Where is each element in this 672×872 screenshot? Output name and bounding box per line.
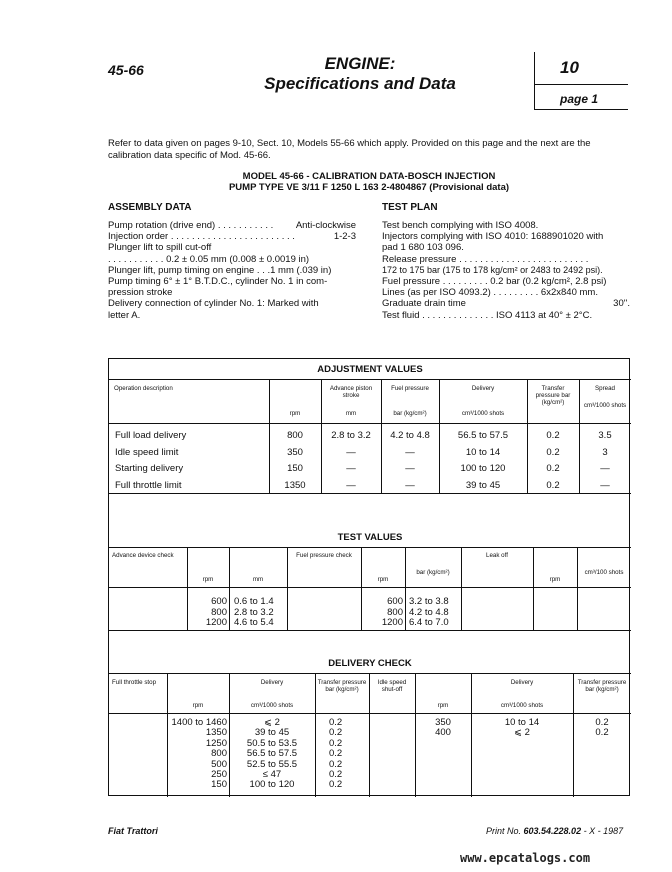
- tv-fuel-bar: 6.4 to 7.0: [409, 617, 449, 628]
- release-pressure-label: Release pressure . . . . . . . . . . . . . . . . . . . . . . . . .: [382, 253, 589, 265]
- dc-full-transfer: 0.2: [329, 727, 343, 739]
- adj-delivery: 100 to 120: [460, 463, 506, 474]
- adj-rpm: 1350: [284, 479, 306, 491]
- dc-full-transfer: 0.2: [329, 758, 343, 770]
- dc-full-transfer: 0.2: [329, 737, 343, 749]
- pump-timing-1: Pump timing 6° ± 1° B.T.D.C., cylinder No. 1 in com-: [108, 276, 328, 288]
- dc-u-rpm-2: rpm: [437, 702, 449, 709]
- dc-full-delivery: ≤ 47: [262, 769, 282, 780]
- adj-h-transfer: Transfer pressure bar (kg/cm²): [535, 385, 571, 406]
- dc-full-rpm: 800: [211, 748, 227, 760]
- header-code: 45-66: [108, 62, 144, 78]
- dc-full-delivery: 50.5 to 53.5: [246, 737, 298, 749]
- adj-u-spread: cm³/1000 shots: [583, 402, 627, 409]
- dc-h-full: Full throttle stop: [112, 679, 157, 686]
- tv-vline: [229, 547, 230, 630]
- page-label: page 1: [560, 92, 599, 106]
- tv-h-fuel: Fuel pressure check: [296, 552, 352, 559]
- assembly-data-section: [108, 202, 356, 321]
- dc-h-idle: Idle speed shut-off: [377, 679, 407, 693]
- adj-rule-top: [109, 379, 631, 380]
- adj-u-bar: bar (kg/cm²): [393, 410, 427, 417]
- pump-rotation: [108, 220, 356, 231]
- adj-spread: —: [600, 479, 610, 491]
- dc-vline: [315, 673, 316, 797]
- dc-full-rpm: 1400 to 1460: [171, 717, 227, 728]
- adj-transfer: 0.2: [546, 446, 560, 458]
- drain-time-label: Graduate drain time: [382, 298, 466, 310]
- delivery-connection-1: Delivery connection of cylinder No. 1: Marked with: [108, 298, 319, 310]
- adj-spread: —: [600, 463, 610, 474]
- delivery-connection-2: letter A.: [108, 309, 141, 321]
- adjustment-title: ADJUSTMENT VALUES: [317, 364, 423, 375]
- dc-full-rpm: 500: [211, 758, 227, 770]
- tv-rule-bottom: [109, 630, 631, 631]
- adj-advance: —: [346, 463, 356, 474]
- dc-full-delivery: 39 to 45: [254, 727, 290, 739]
- adj-fuel: 4.2 to 4.8: [390, 430, 430, 441]
- tv-h-leak: Leak off: [486, 552, 508, 559]
- dc-full-transfer: 0.2: [329, 779, 343, 791]
- adj-h-advance: Advance piston stroke: [329, 385, 373, 399]
- plunger-lift-timing: Plunger lift, pump timing on engine . . .1 mm (.039 in): [108, 264, 332, 276]
- calibration-table: [108, 358, 630, 796]
- tv-vline: [533, 547, 534, 630]
- intro-paragraph: Refer to data given on pages 9-10, Sect. 10, Models 55-66 which apply. Provided on this page and the next are the calibration data specific of Mod. 45-66.: [108, 138, 591, 161]
- adj-h-operation: Operation description: [114, 385, 173, 392]
- section-number: 10: [560, 58, 579, 77]
- adj-advance: —: [346, 446, 356, 458]
- dc-full-rpm: 150: [211, 779, 227, 791]
- test-bench: Test bench complying with ISO 4008.: [382, 220, 539, 231]
- dc-idle-rpm: 350: [435, 717, 451, 728]
- tv-vline: [287, 547, 288, 630]
- tv-u-rpm-2: rpm: [377, 576, 389, 583]
- header-rule: [534, 84, 628, 85]
- model-heading: [108, 171, 630, 193]
- adj-operation: Starting delivery: [115, 463, 184, 474]
- dc-full-rpm: 250: [211, 769, 227, 780]
- adj-fuel: —: [405, 479, 415, 491]
- dc-full-transfer: 0.2: [329, 717, 343, 728]
- adj-delivery: 39 to 45: [465, 479, 501, 491]
- injection-order-label: Injection order . . . . . . . . . . . . . . . . . . . . . . . .: [108, 231, 295, 243]
- dc-full-rpm: 1250: [205, 737, 227, 749]
- tv-h-advance: Advance device check: [112, 552, 174, 559]
- injection-order-value: 1-2-3: [333, 231, 356, 243]
- adj-spread: 3: [602, 446, 608, 458]
- adj-spread: 3.5: [598, 430, 612, 441]
- assembly-heading: ASSEMBLY DATA: [108, 202, 192, 213]
- adj-u-mm: mm: [345, 410, 357, 417]
- footer-company: Fiat Trattori: [108, 826, 158, 836]
- dc-h-transfer-1: Transfer pressure bar (kg/cm²): [317, 679, 367, 693]
- adj-operation: Full throttle limit: [115, 479, 182, 491]
- adj-delivery: 56.5 to 57.5: [457, 430, 509, 441]
- adj-transfer: 0.2: [546, 463, 560, 474]
- tv-vline: [461, 547, 462, 630]
- tv-adv-rpm: 800: [211, 606, 227, 618]
- dc-full-delivery: ⩽ 2: [264, 717, 280, 728]
- adj-operation: Full load delivery: [115, 430, 187, 441]
- dc-full-transfer: 0.2: [329, 748, 343, 760]
- dc-idle-transfer: 0.2: [595, 727, 609, 739]
- test-fluid: Test fluid . . . . . . . . . . . . . . ISO 4113 at 40° ± 2°C.: [382, 309, 593, 321]
- adj-advance: —: [346, 479, 356, 491]
- lines-spec: Lines (as per ISO 4093.2) . . . . . . . . . 6x2x840 mm.: [382, 287, 598, 299]
- adj-advance: 2.8 to 3.2: [331, 430, 371, 441]
- tv-u-rpm-3: rpm: [549, 576, 561, 583]
- dc-full-transfer: 0.2: [329, 769, 343, 780]
- tv-fuel-rpm: 600: [387, 596, 403, 607]
- adj-u-delivery: cm³/1000 shots: [461, 410, 505, 417]
- dc-h-delivery-2: Delivery: [510, 679, 534, 686]
- delivery-check-title: DELIVERY CHECK: [328, 658, 412, 669]
- tv-adv-mm: 4.6 to 5.4: [234, 617, 274, 628]
- print-no-number: 603.54.228.02: [523, 826, 582, 836]
- fuel-pressure: Fuel pressure . . . . . . . . . 0.2 bar (0.2 kg/cm², 2.8 psi): [382, 276, 607, 288]
- pump-timing-2: pression stroke: [108, 287, 173, 299]
- dc-u-delivery-1: cm³/1000 shots: [250, 702, 294, 709]
- tv-fuel-rpm: 800: [387, 606, 403, 618]
- dc-h-delivery-1: Delivery: [260, 679, 284, 686]
- tv-u-rpm-1: rpm: [202, 576, 214, 583]
- tv-vline: [405, 547, 406, 630]
- test-plan-section: [382, 202, 630, 321]
- tv-u-bar: bar (kg/cm²): [416, 569, 450, 576]
- tv-fuel-bar: 3.2 to 3.8: [409, 596, 449, 607]
- header-rule-bottom: [534, 109, 628, 110]
- test-plan-heading: TEST PLAN: [382, 202, 438, 213]
- dc-idle-delivery: ⩽ 2: [514, 727, 530, 739]
- dc-u-rpm-1: rpm: [192, 702, 204, 709]
- dc-u-delivery-2: cm³/1000 shots: [500, 702, 544, 709]
- tv-fuel-bar: 4.2 to 4.8: [409, 606, 449, 618]
- tv-adv-rpm: 600: [211, 596, 227, 607]
- adj-operation: Idle speed limit: [115, 446, 179, 458]
- adj-transfer: 0.2: [546, 479, 560, 491]
- tv-u-mm: mm: [252, 576, 264, 583]
- adj-fuel: —: [405, 463, 415, 474]
- dc-full-delivery: 56.5 to 57.5: [246, 748, 298, 760]
- dc-full-delivery: 52.5 to 55.5: [246, 758, 298, 770]
- dc-idle-transfer: 0.2: [595, 717, 609, 728]
- adj-rpm: 350: [287, 446, 303, 458]
- dc-rule-top: [109, 673, 631, 674]
- dc-rule-header: [109, 713, 631, 714]
- dc-vline: [369, 673, 370, 797]
- injectors-2: pad 1 680 103 096.: [382, 242, 464, 254]
- release-pressure-value: 172 to 175 bar (175 to 178 kg/cm² or 2483 to 2492 psi).: [382, 264, 603, 275]
- dc-h-transfer-2: Transfer pressure bar (kg/cm²): [577, 679, 627, 693]
- print-no-suffix: - X - 1987: [581, 826, 624, 836]
- title-line-1: ENGINE:: [324, 54, 396, 73]
- adj-h-delivery: Delivery: [471, 385, 495, 392]
- adj-rpm: 150: [287, 463, 303, 474]
- page-title: [230, 54, 490, 94]
- adj-transfer: 0.2: [546, 430, 560, 441]
- tv-u-cm: cm³/100 shots: [584, 569, 624, 576]
- dc-idle-rpm: 400: [435, 727, 451, 739]
- print-no-prefix: Print No.: [486, 826, 524, 836]
- pump-rotation-label: Pump rotation (drive end) . . . . . . . . . . .: [108, 220, 274, 231]
- model-line-1: MODEL 45-66 - CALIBRATION DATA-BOSCH INJECTION: [242, 171, 496, 182]
- injection-order: [108, 231, 356, 242]
- header-divider: [534, 52, 535, 110]
- adj-fuel: —: [405, 446, 415, 458]
- test-values-title: TEST VALUES: [337, 532, 403, 543]
- adj-rpm: 800: [287, 430, 303, 441]
- plunger-lift-value: . . . . . . . . . . . 0.2 ± 0.05 mm (0.008 ± 0.0019 in): [108, 253, 310, 265]
- tv-adv-mm: 0.6 to 1.4: [234, 596, 274, 607]
- pump-rotation-value: Anti-clockwise: [295, 220, 356, 231]
- title-line-2: Specifications and Data: [264, 74, 456, 93]
- tv-adv-rpm: 1200: [205, 617, 227, 628]
- adj-h-spread: Spread: [595, 385, 615, 392]
- adj-rule-bottom: [109, 493, 631, 494]
- injectors-1: Injectors complying with ISO 4010: 1688901020 with: [382, 231, 604, 243]
- footer-print-no: [486, 826, 623, 836]
- drain-time-value: 30''.: [613, 298, 630, 310]
- adj-delivery: 10 to 14: [465, 446, 501, 458]
- tv-adv-mm: 2.8 to 3.2: [234, 606, 274, 618]
- tv-fuel-rpm: 1200: [381, 617, 403, 628]
- adj-u-rpm: rpm: [289, 410, 301, 417]
- model-line-2: PUMP TYPE VE 3/11 F 1250 L 163 2-4804867 (Provisional data): [228, 182, 510, 193]
- tv-vline: [577, 547, 578, 630]
- dc-idle-delivery: 10 to 14: [504, 717, 540, 728]
- dc-vline: [229, 673, 230, 797]
- drain-time: [382, 298, 630, 309]
- dc-full-delivery: 100 to 120: [249, 779, 295, 791]
- plunger-lift-label: Plunger lift to spill cut-off: [108, 242, 212, 254]
- dc-full-rpm: 1350: [205, 727, 227, 739]
- watermark: www.epcatalogs.com: [460, 851, 591, 865]
- adj-h-fuel: Fuel pressure: [391, 385, 429, 392]
- adj-rule-header: [109, 423, 631, 424]
